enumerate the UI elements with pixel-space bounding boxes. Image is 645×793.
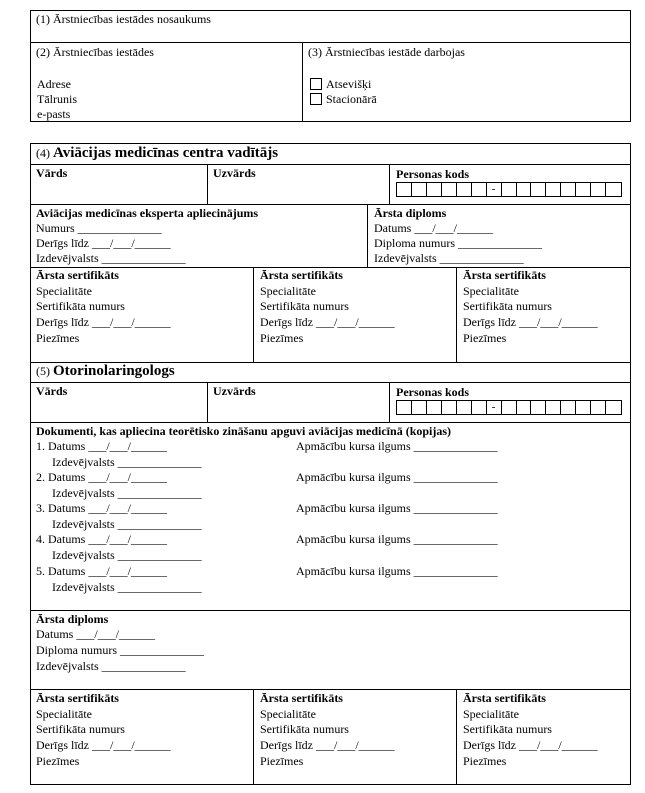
cert-2-number: Sertifikāta numurs (260, 299, 349, 313)
phone-label: Tālrunis (37, 92, 77, 106)
cert-3-number: Sertifikāta numurs (463, 299, 552, 313)
divider (302, 42, 303, 122)
divider (253, 689, 254, 785)
cert-1-valid: Derīgs līdz ___/___/______ (36, 738, 171, 752)
cert-2-notes: Piezīmes (260, 754, 304, 768)
email-label: e-pasts (37, 107, 71, 121)
expert-cert-number: Numurs ______________ (36, 221, 162, 235)
doc-1-date: 1. Datums ___/___/______ (36, 439, 167, 453)
expert-cert-title: Aviācijas medicīnas eksperta apliecinājums (36, 206, 259, 220)
cert-3-specialty: Specialitāte (463, 707, 519, 721)
name-label: Vārds (36, 166, 68, 180)
cert-1-number: Sertifikāta numurs (36, 722, 125, 736)
cert-1-notes: Piezīmes (36, 331, 80, 345)
cert-2-title: Ārsta sertifikāts (260, 691, 343, 705)
divider (253, 267, 254, 362)
personal-code-input[interactable]: - (396, 400, 622, 415)
cert-3-notes: Piezīmes (463, 331, 507, 345)
address-label: Adrese (37, 77, 71, 91)
cert-1-specialty: Specialitāte (36, 284, 92, 298)
cert-1-title: Ārsta sertifikāts (36, 268, 119, 282)
diploma-title: Ārsta diploms (36, 612, 109, 626)
cert-2-title: Ārsta sertifikāts (260, 268, 343, 282)
divider (30, 204, 631, 205)
doc-3-course: Apmācību kursa ilgums ______________ (296, 501, 498, 515)
diploma-number: Diploma numurs ______________ (36, 643, 204, 657)
cert-2-number: Sertifikāta numurs (260, 722, 349, 736)
divider (367, 204, 368, 267)
section4-title: (4) Aviācijas medicīnas centra vadītājs (36, 145, 279, 161)
doc-5-course: Apmācību kursa ilgums ______________ (296, 564, 498, 578)
divider (30, 422, 631, 423)
doc-3-country: Izdevējvalsts ______________ (52, 517, 202, 531)
personal-code-label: Personas kods (396, 167, 470, 181)
inpatient-checkbox[interactable] (310, 93, 322, 105)
diploma-country: Izdevējvalsts ______________ (374, 251, 524, 265)
surname-label: Uzvārds (213, 166, 256, 180)
doc-4-country: Izdevējvalsts ______________ (52, 548, 202, 562)
personal-code-input[interactable]: - (396, 182, 622, 197)
diploma-date: Datums ___/___/______ (374, 221, 493, 235)
option-inpatient[interactable] (310, 92, 377, 107)
diploma-date: Datums ___/___/______ (36, 627, 155, 641)
doc-5-country: Izdevējvalsts ______________ (52, 580, 202, 594)
cert-3-notes: Piezīmes (463, 754, 507, 768)
doc-4-course: Apmācību kursa ilgums ______________ (296, 532, 498, 546)
cert-3-valid: Derīgs līdz ___/___/______ (463, 315, 598, 329)
diploma-title: Ārsta diploms (374, 206, 447, 220)
documents-title: Dokumenti, kas apliecina teorētisko zināšanu apguvi aviācijas medicīnā (kopijas) (36, 424, 452, 438)
expert-cert-country: Izdevējvalsts ______________ (36, 251, 186, 265)
doc-5-date: 5. Datums ___/___/______ (36, 564, 167, 578)
divider (389, 164, 390, 204)
cert-2-notes: Piezīmes (260, 331, 304, 345)
divider (389, 382, 390, 422)
cert-2-valid: Derīgs līdz ___/___/______ (260, 738, 395, 752)
doc-3-date: 3. Datums ___/___/______ (36, 501, 167, 515)
cert-3-title: Ārsta sertifikāts (463, 268, 546, 282)
cert-1-number: Sertifikāta numurs (36, 299, 125, 313)
cert-3-title: Ārsta sertifikāts (463, 691, 546, 705)
cert-3-specialty: Specialitāte (463, 284, 519, 298)
inpatient-label: Stacionārā (326, 92, 377, 106)
separate-checkbox[interactable] (310, 78, 322, 90)
institution-name-label: (1) Ārstniecības iestādes nosaukums (36, 12, 211, 26)
divider (30, 382, 631, 383)
option-separate[interactable] (310, 77, 371, 92)
section5-title: (5) Otorinolaringologs (36, 363, 175, 379)
doc-1-country: Izdevējvalsts ______________ (52, 455, 202, 469)
surname-label: Uzvārds (213, 384, 256, 398)
cert-2-specialty: Specialitāte (260, 707, 316, 721)
divider (30, 610, 631, 611)
doc-4-date: 4. Datums ___/___/______ (36, 532, 167, 546)
name-label: Vārds (36, 384, 68, 398)
diploma-country: Izdevējvalsts ______________ (36, 659, 186, 673)
divider (30, 164, 631, 165)
divider (30, 42, 631, 43)
cert-1-valid: Derīgs līdz ___/___/______ (36, 315, 171, 329)
divider (456, 267, 457, 362)
divider (207, 382, 208, 422)
divider (207, 164, 208, 204)
cert-1-notes: Piezīmes (36, 754, 80, 768)
expert-cert-valid: Derīgs līdz ___/___/______ (36, 236, 171, 250)
cert-1-title: Ārsta sertifikāts (36, 691, 119, 705)
cert-2-specialty: Specialitāte (260, 284, 316, 298)
personal-code-label: Personas kods (396, 385, 470, 399)
divider (30, 689, 631, 690)
separate-label: Atsevišķi (326, 77, 372, 91)
cert-2-valid: Derīgs līdz ___/___/______ (260, 315, 395, 329)
doc-2-course: Apmācību kursa ilgums ______________ (296, 470, 498, 484)
institution-type-label: (2) Ārstniecības iestādes (36, 45, 154, 59)
diploma-number: Diploma numurs ______________ (374, 236, 542, 250)
doc-1-course: Apmācību kursa ilgums ______________ (296, 439, 498, 453)
cert-1-specialty: Specialitāte (36, 707, 92, 721)
cert-3-valid: Derīgs līdz ___/___/______ (463, 738, 598, 752)
cert-3-number: Sertifikāta numurs (463, 722, 552, 736)
doc-2-country: Izdevējvalsts ______________ (52, 486, 202, 500)
doc-2-date: 2. Datums ___/___/______ (36, 470, 167, 484)
divider (456, 689, 457, 785)
operates-label: (3) Ārstniecības iestāde darbojas (308, 45, 465, 59)
